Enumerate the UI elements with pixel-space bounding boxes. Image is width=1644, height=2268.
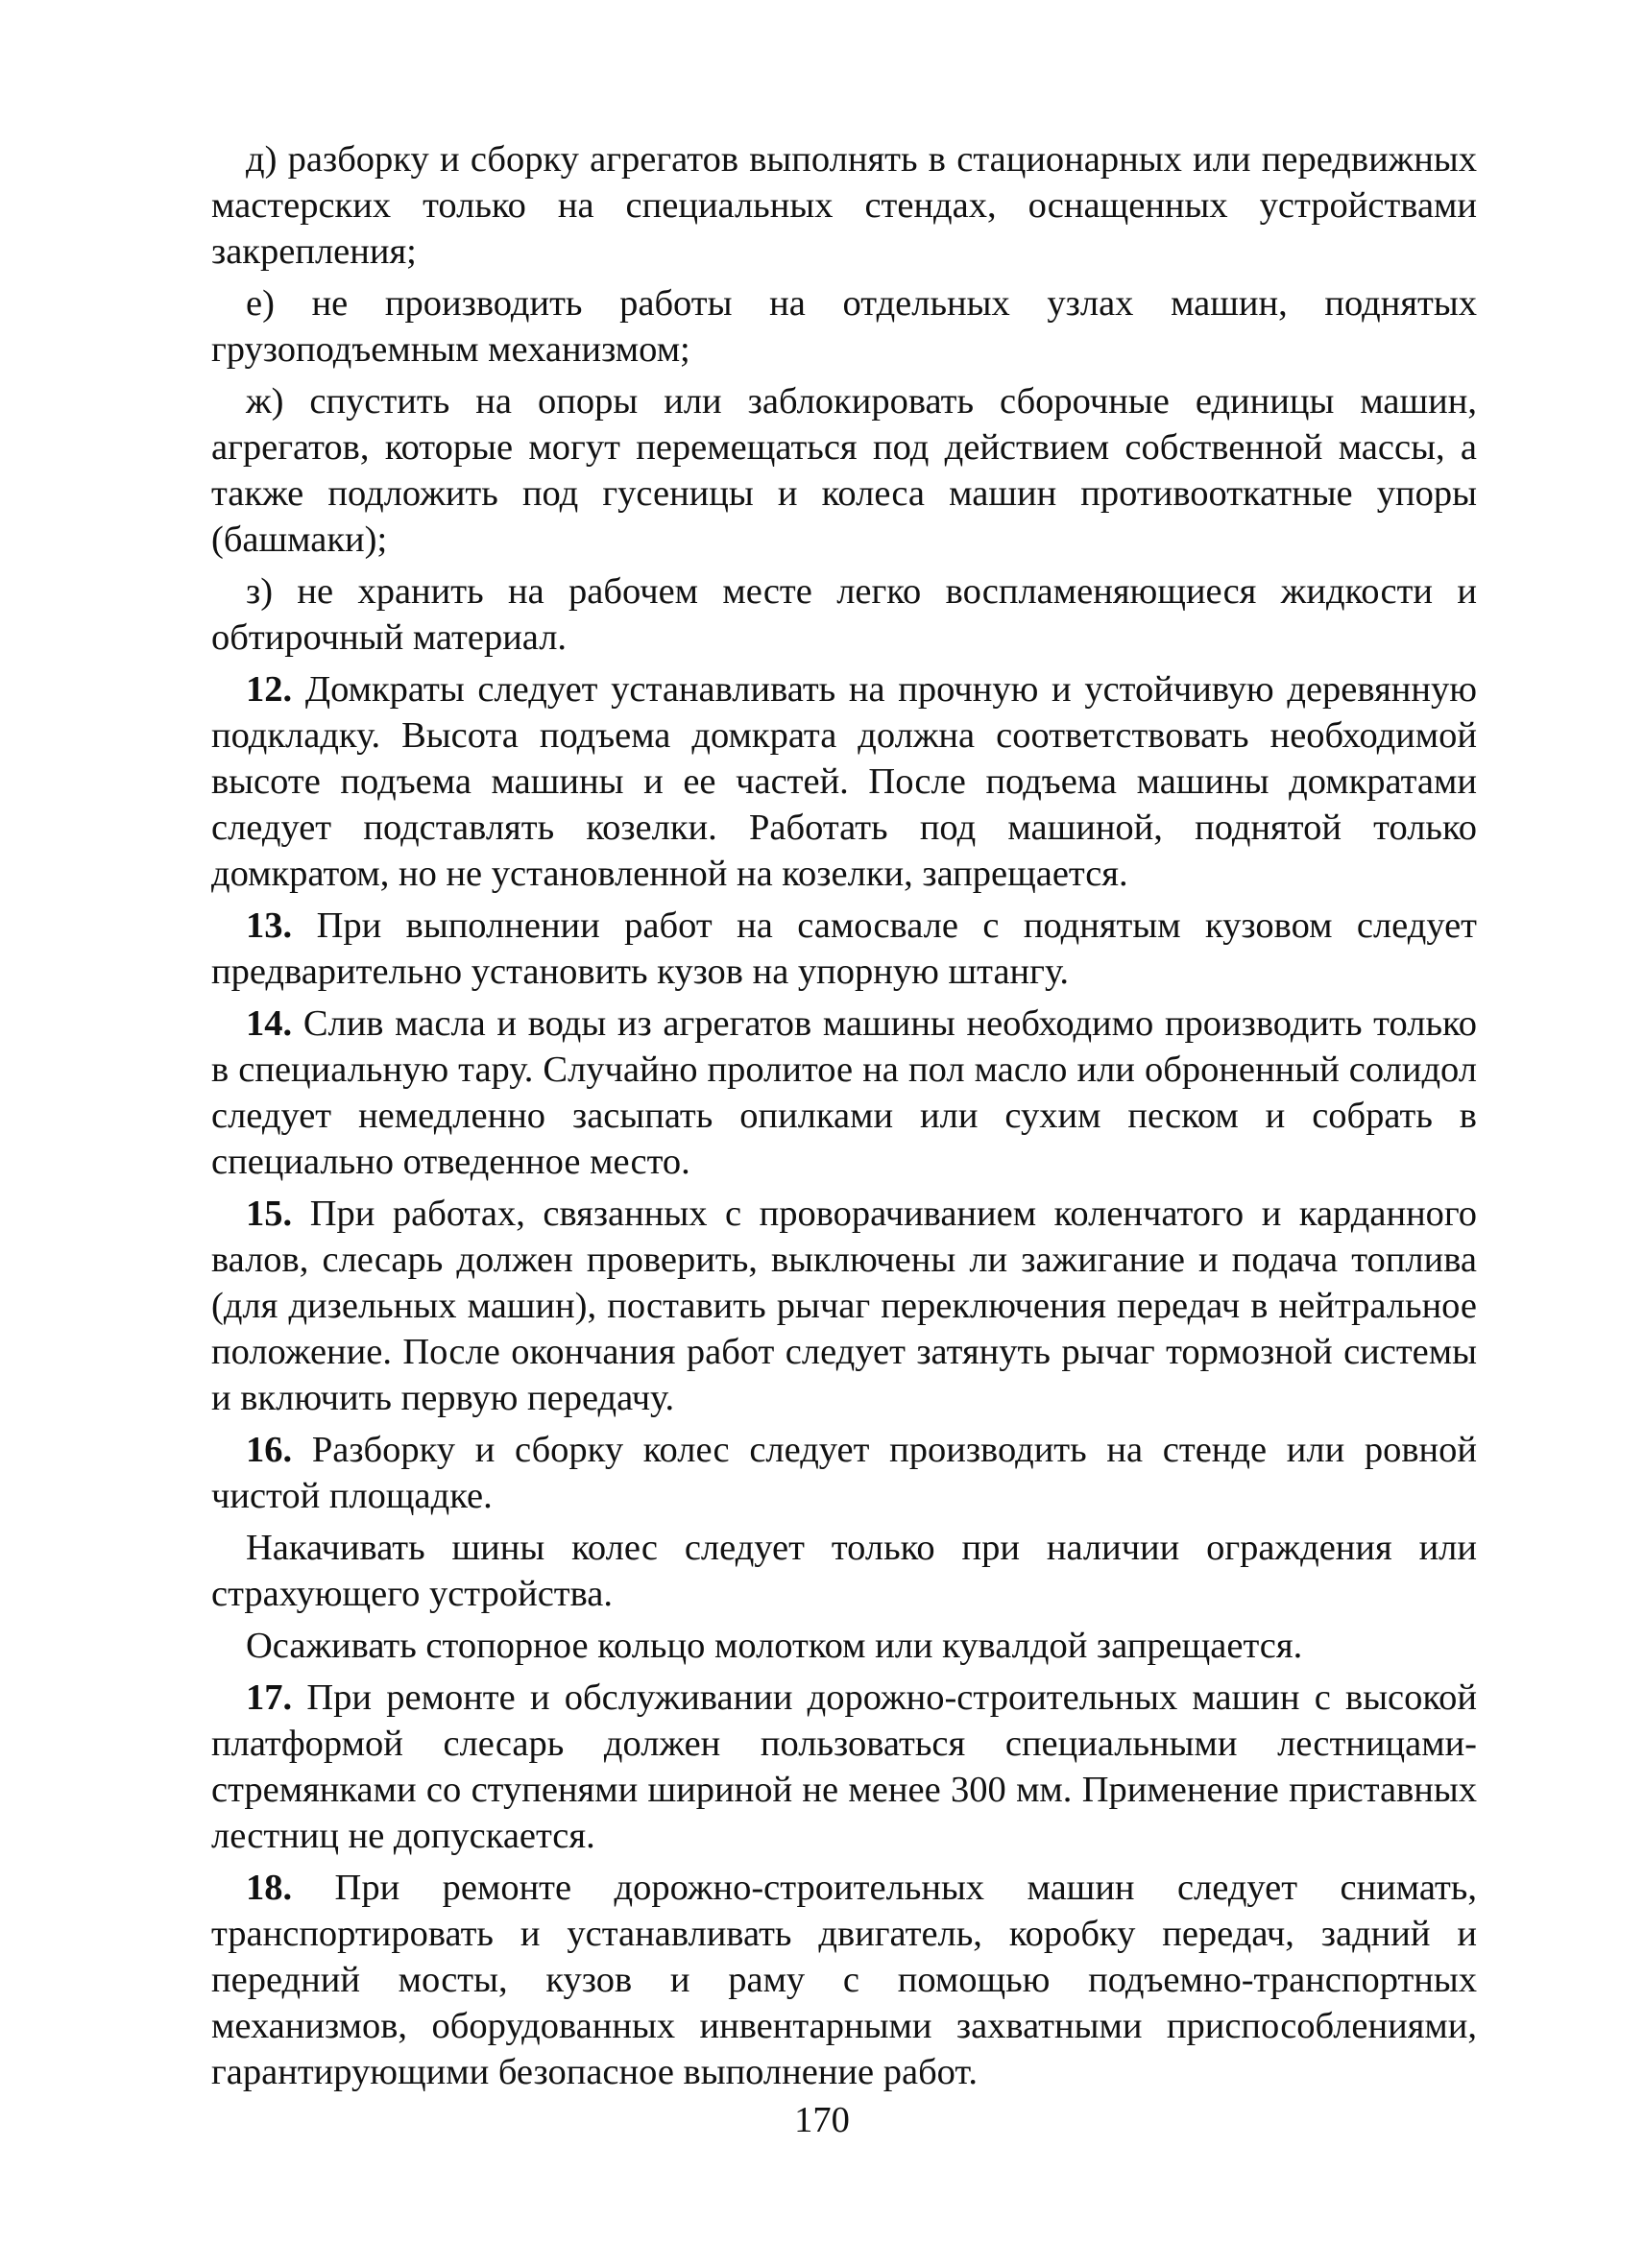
paragraph-number: 12. bbox=[246, 669, 293, 710]
paragraph-16-lock-ring bbox=[211, 1623, 1477, 1669]
paragraph-16-inflating bbox=[211, 1525, 1477, 1617]
paragraph-text: з) не хранить на рабочем месте легко воспламеняющиеся жидкости и обтирочный материал. bbox=[211, 571, 1477, 658]
paragraph-text: При ремонте дорожно-строительных машин следует снимать, транспортировать и устанавливать двигатель, коробку передач, задний и передний мосты, кузов и раму с помощью подъемно-транспортных механизмов, оборудованных инвентарными захватными приспособлениями, гарантирующими безопасное выполнение работ. bbox=[211, 1868, 1477, 2092]
paragraph-number: 14. bbox=[246, 1003, 293, 1044]
paragraph-number: 18. bbox=[246, 1868, 293, 1908]
paragraph-16 bbox=[211, 1427, 1477, 1519]
paragraph-number: 13. bbox=[246, 905, 293, 946]
paragraph-number: 17. bbox=[246, 1677, 293, 1718]
paragraph-14 bbox=[211, 1001, 1477, 1185]
paragraph-z bbox=[211, 568, 1477, 661]
body-text bbox=[211, 136, 1477, 2101]
paragraph-text: При работах, связанных с проворачиванием коленчатого и карданного валов, слесарь должен проверить, выключены ли зажигание и подача топлива (для дизельных машин), поставить рычаг переключения передач в нейтральное положение. После окончания работ следует затянуть рычаг тормозной системы и включить первую передачу. bbox=[211, 1194, 1478, 1418]
paragraph-17 bbox=[211, 1675, 1477, 1859]
page-number: 170 bbox=[794, 2100, 850, 2140]
paragraph-zh bbox=[211, 378, 1477, 563]
paragraph-15 bbox=[211, 1191, 1477, 1421]
paragraph-13 bbox=[211, 903, 1477, 995]
paragraph-text: При ремонте и обслуживании дорожно-строительных машин с высокой платформой слесарь должен пользоваться специальными лестницами-стремянками со ступенями шириной не менее 300 мм. Применение приставных лестниц не допускается. bbox=[211, 1677, 1478, 1856]
paragraph-text: Домкраты следует устанавливать на прочную и устойчивую деревянную подкладку. Высота подъема домкрата должна соответствовать необходимой высоте подъема машины и ее частей. После подъема машины домкратами следует подставлять козелки. Работать под машиной, поднятой только домкратом, но не установленной на козелки, запрещается. bbox=[211, 669, 1477, 894]
paragraph-text: е) не производить работы на отдельных узлах машин, поднятых грузоподъемным механизмом; bbox=[211, 283, 1477, 370]
paragraph-e bbox=[211, 280, 1477, 373]
paragraph-text: Осаживать стопорное кольцо молотком или кувалдой запрещается. bbox=[246, 1626, 1303, 1666]
paragraph-text: При выполнении работ на самосвале с поднятым кузовом следует предварительно установить кузов на упорную штангу. bbox=[211, 905, 1477, 992]
paragraph-d bbox=[211, 136, 1477, 275]
paragraph-text: Разборку и сборку колес следует производить на стенде или ровной чистой площадке. bbox=[211, 1430, 1478, 1516]
paragraph-text: д) разборку и сборку агрегатов выполнять в стационарных или передвижных мастерских только на специальных стендах, оснащенных устройствами закрепления; bbox=[211, 139, 1477, 272]
paragraph-18 bbox=[211, 1865, 1477, 2095]
paragraph-text: Слив масла и воды из агрегатов машины необходимо производить только в специальную тару. Случайно пролитое на пол масло или оброненный солидол следует немедленно засыпать опилками или сухим песком и собрать в специально отведенное место. bbox=[211, 1003, 1478, 1182]
paragraph-text: ж) спустить на опоры или заблокировать сборочные единицы машин, агрегатов, которые могут перемещаться под действием собственной массы, а также подложить под гусеницы и колеса машин противооткатные упоры (башмаки); bbox=[211, 381, 1477, 560]
paragraph-number: 16. bbox=[246, 1430, 293, 1470]
paragraph-number: 15. bbox=[246, 1194, 293, 1234]
paragraph-12 bbox=[211, 666, 1477, 897]
paragraph-text: Накачивать шины колес следует только при наличии ограждения или страхующего устройства. bbox=[211, 1528, 1477, 1614]
